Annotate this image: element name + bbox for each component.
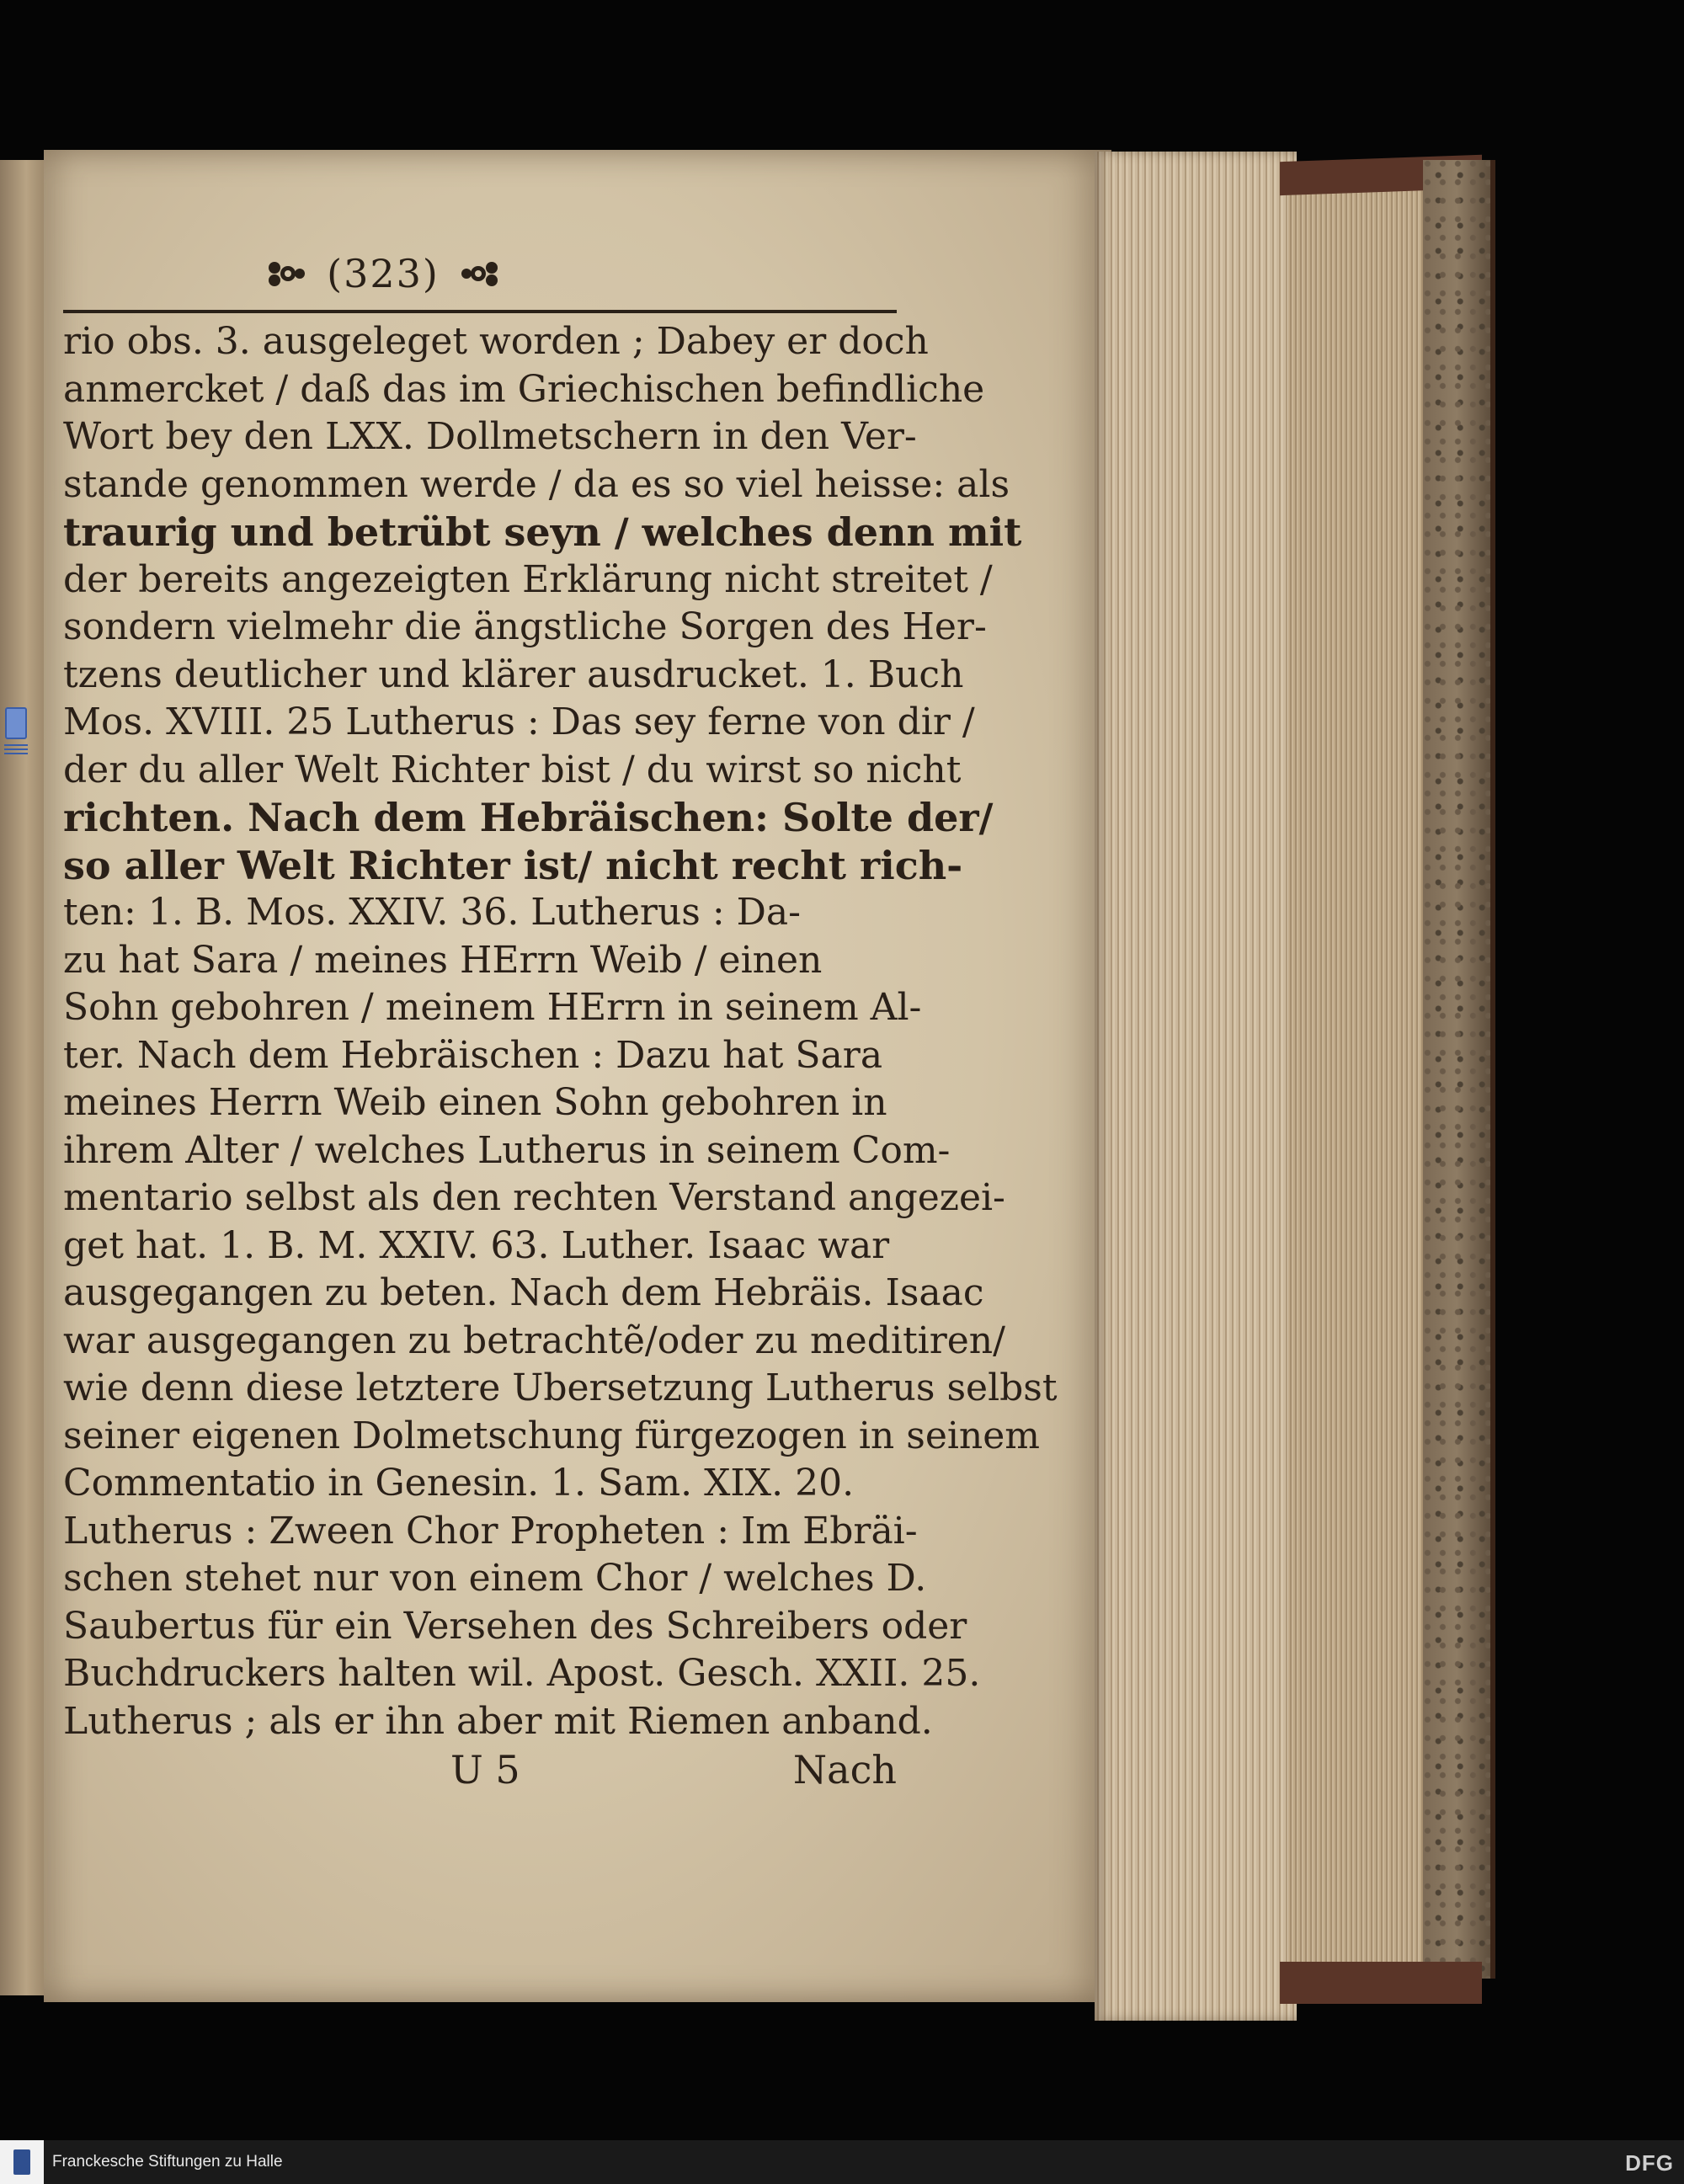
page-number: (323) xyxy=(327,251,440,296)
dfg-logo: DFG xyxy=(1625,2150,1674,2176)
cover-bottom xyxy=(1280,1962,1482,2004)
text-line: meines Herrn Weib einen Sohn gebohren in xyxy=(63,1081,887,1124)
text-line: get hat. 1. B. M. XXIV. 63. Luther. Isaac war xyxy=(63,1223,890,1267)
text-line: wie denn diese letztere Ubersetzung Lutherus selbst xyxy=(63,1366,1058,1409)
page-edges-inner xyxy=(1288,168,1431,2004)
text-line: Sohn gebohren / meinem HErrn in seinem Al- xyxy=(63,986,922,1029)
text-line: Buchdruckers halten wil. Apost. Gesch. XXII. 25. xyxy=(63,1652,981,1695)
text-line: Saubertus für ein Versehen des Schreibers oder xyxy=(63,1604,967,1648)
text-line: richten. Nach dem Hebräischen: Solte der/ xyxy=(63,795,994,840)
signature-mark: U 5 xyxy=(450,1747,520,1792)
page-content xyxy=(63,244,1058,1798)
text-line: Wort bey den LXX. Dollmetschern in den Ver- xyxy=(63,415,917,458)
stamp-text-lines xyxy=(4,744,28,756)
left-page-edge xyxy=(0,160,46,1995)
institution-name: Franckesche Stiftungen zu Halle xyxy=(52,2153,283,2171)
text-line: Commentatio in Genesin. 1. Sam. XIX. 20. xyxy=(63,1462,855,1505)
text-line: stande genommen werde / da es so viel heisse: als xyxy=(63,462,1010,506)
catchword: Nach xyxy=(792,1747,897,1792)
page-footer xyxy=(63,1747,897,1798)
left-ornament-icon xyxy=(263,258,310,290)
text-line: sondern vielmehr die ängstliche Sorgen des Her- xyxy=(63,605,987,648)
text-line: schen stehet nur von einem Chor / welches D. xyxy=(63,1557,927,1600)
text-line: so aller Welt Richter ist/ nicht recht rich- xyxy=(63,842,963,888)
body-text xyxy=(63,318,1058,1745)
text-line: rio obs. 3. ausgeleget worden ; Dabey er doch xyxy=(63,320,929,363)
text-line: Mos. XVIII. 25 Lutherus : Das sey ferne von dir / xyxy=(63,700,975,743)
text-line: der du aller Welt Richter bist / du wirst so nicht xyxy=(63,748,962,791)
text-line: tzens deutlicher und klärer ausdrucket. 1. Buch xyxy=(63,653,964,696)
right-ornament-icon xyxy=(456,258,504,290)
institution-emblem-icon xyxy=(13,2149,30,2175)
text-line: der bereits angezeigten Erklärung nicht streitet / xyxy=(63,557,993,601)
text-line: ausgegangen zu beten. Nach dem Hebräis. Isaac xyxy=(63,1271,984,1314)
text-line: Lutherus : Zween Chor Propheten : Im Ebräi- xyxy=(63,1509,918,1553)
page-header xyxy=(198,244,568,303)
library-stamp xyxy=(2,707,30,766)
text-line: seiner eigenen Dolmetschung fürgezogen in seinem xyxy=(63,1414,1041,1457)
text-line: ter. Nach dem Hebräischen : Dazu hat Sara xyxy=(63,1033,883,1077)
text-line: Lutherus ; als er ihn aber mit Riemen anband. xyxy=(63,1699,933,1743)
footer-bar xyxy=(0,2140,1684,2184)
text-line: traurig und betrübt seyn / welches denn mit xyxy=(63,509,1022,555)
stamp-emblem xyxy=(5,707,27,739)
book-page xyxy=(44,150,1111,2002)
text-line: mentario selbst als den rechten Verstand angezei- xyxy=(63,1176,1005,1219)
institution-logo xyxy=(0,2140,44,2184)
text-line: anmercket / daß das im Griechischen befindliche xyxy=(63,367,985,411)
text-line: war ausgegangen zu betrachtẽ/oder zu meditiren/ xyxy=(63,1318,1005,1362)
text-line: zu hat Sara / meines HErrn Weib / einen xyxy=(63,938,823,982)
text-line: ihrem Alter / welches Lutherus in seinem Com- xyxy=(63,1128,951,1172)
header-rule xyxy=(63,310,897,313)
text-line: ten: 1. B. Mos. XXIV. 36. Lutherus : Da- xyxy=(63,891,802,934)
book-cover xyxy=(1423,160,1495,1979)
page-edges xyxy=(1095,152,1297,2021)
